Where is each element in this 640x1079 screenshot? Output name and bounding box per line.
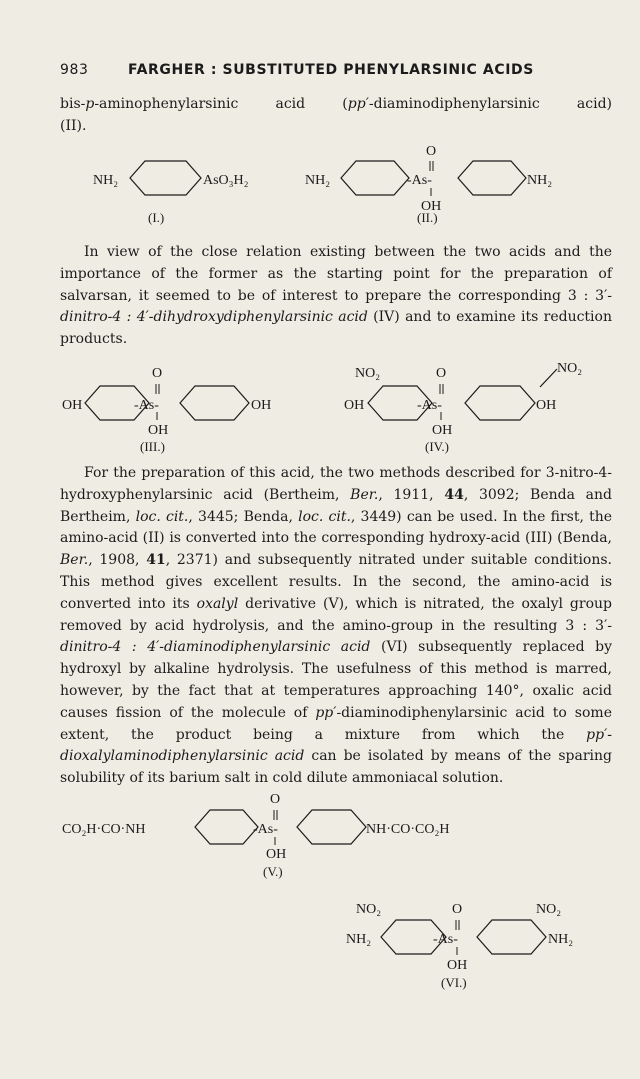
formula-iv-oh-right: OH (536, 398, 557, 413)
para2-text: , 3445; Benda, (188, 508, 299, 525)
formula-ii-label: (II.) (417, 210, 438, 225)
formula-iii-label: (III.) (140, 439, 165, 454)
formula-ii (305, 144, 552, 225)
benzene-ring (341, 161, 409, 195)
benzene-ring (477, 920, 546, 954)
formula-v-left-group: CO₂H·CO·NH (62, 822, 146, 837)
journal-ber: Ber. (60, 552, 89, 569)
intro-italic-p: p (85, 96, 95, 112)
formula-iv-label: (IV.) (425, 439, 449, 454)
para2-text: can be isolated by means of the sparing solubility of its barium salt in cold dilute ammoniacal solution. (60, 748, 612, 787)
formula-iv (344, 361, 582, 454)
benzene-ring (130, 161, 201, 195)
para2-text: , 1911, (378, 486, 445, 503)
italic-pp: pp′ (315, 704, 337, 721)
nitro-bond (540, 369, 557, 387)
formula-iv-no2-right: NO₂ (557, 361, 583, 376)
volume-number: 41 (146, 552, 166, 569)
formula-iv-no2-left: NO₂ (355, 366, 381, 381)
para2-text: , 3449) can be used. In the first, the amino-acid (II) is converted into the corresponding hydroxy-acid (III) (Benda, (60, 508, 613, 547)
formula-vi-nh2-left: NH₂ (346, 932, 372, 947)
formula-v-label: (V.) (263, 864, 283, 879)
loc-cit: loc. cit. (298, 508, 351, 525)
page-number: 983 (60, 62, 89, 78)
benzene-ring (465, 386, 535, 420)
formula-vi-no2-left: NO₂ (356, 902, 382, 917)
formula-ii-as: -As- (407, 173, 432, 188)
formula-i-nh2: NH₂ (93, 173, 119, 188)
para1-text-b: (IV) and to examine its reduction products. (60, 309, 612, 348)
running-title: FARGHER : SUBSTITUTED PHENYLARSINIC ACIDS (128, 62, 534, 78)
formula-ii-oxygen: O (426, 144, 437, 159)
para2-text: derivative (V), which is nitrated, the oxalyl group removed by acid hydrolysis, and the amino-group in the resulting 3 : 3′- (60, 595, 612, 634)
formula-i-label: (I.) (148, 210, 165, 225)
formula-iii-oh-right: OH (251, 398, 272, 413)
formula-iii (62, 366, 271, 454)
journal-ber: Ber. (350, 486, 379, 503)
formula-ii-nh2-right: NH₂ (527, 173, 553, 188)
intro-text-c: -diaminodiphenylarsinic acid) (368, 96, 613, 112)
formula-ii-oh: OH (421, 199, 442, 214)
formula-vi-oxygen: O (452, 902, 463, 917)
benzene-ring (195, 810, 258, 844)
formula-vi-oh: OH (447, 958, 468, 973)
formula-v (62, 792, 449, 879)
formula-iii-as: -As- (134, 398, 159, 413)
formula-vi-as: -As- (433, 932, 458, 947)
para2-text: , 2371) and subsequently nitrated under suitable conditions. This method gives excellent results. In the second, the amino-acid is converted into its (60, 552, 613, 612)
para2-text: (VI) subsequently replaced by hydroxyl by alkaline hydrolysis. The usefulness of this method is marred, however, by the fact that at temperatures approaching 140°, oxalic acid causes fission of the molecule of (60, 639, 613, 721)
italic-dioxalyl-compound: pp′-dioxalylaminodiphenylarsinic acid (60, 726, 612, 765)
formula-iii-oxygen: O (152, 366, 163, 381)
para2-text: -diaminodiphenylarsinic acid to some extent, the product being a mixture from which the (60, 704, 612, 743)
formula-i (93, 161, 249, 225)
formula-v-as: -As- (253, 822, 278, 837)
formula-i-aso3h2: AsO₃H₂ (203, 173, 249, 188)
para2-text: For the preparation of this acid, the two methods described for 3-nitro-4-hydroxyphenylarsinic acid (Bertheim, (60, 465, 612, 503)
formula-vi-nh2-right: NH₂ (548, 932, 574, 947)
loc-cit: loc. cit. (135, 508, 189, 525)
intro-line2: (II). (60, 117, 87, 134)
formula-vi-label: (VI.) (441, 975, 467, 990)
formula-v-oxygen: O (270, 792, 281, 807)
volume-number: 44 (444, 486, 464, 503)
benzene-ring (458, 161, 526, 195)
intro-text-a: bis- (60, 96, 86, 112)
italic-compound-vi: dinitro-4 : 4′-diaminodiphenylarsinic acid (60, 639, 371, 656)
italic-oxalyl: oxalyl (196, 595, 239, 612)
formula-vi-no2-right: NO₂ (536, 902, 562, 917)
benzene-ring (297, 810, 366, 844)
para2-text: , 1908, (88, 552, 147, 569)
paragraph-2 (60, 463, 612, 790)
para1-text-a: In view of the close relation existing between the two acids and the importance of the former as the starting point for the preparation of salvarsan, it seemed to be of interest to prepare the corresponding 3 : 3′- (60, 244, 612, 304)
benzene-ring (180, 386, 249, 420)
formula-iv-oh-left: OH (344, 398, 365, 413)
formula-iv-as: -As- (417, 398, 442, 413)
formula-vi (346, 902, 573, 990)
formula-v-oh: OH (266, 847, 287, 862)
formula-ii-nh2-left: NH₂ (305, 173, 331, 188)
formula-iii-oh-left: OH (62, 398, 83, 413)
formula-iv-oxygen: O (436, 366, 447, 381)
formula-iii-oh-bottom: OH (148, 423, 169, 438)
formula-v-right-group: NH·CO·CO₂H (366, 822, 450, 837)
formula-iv-oh-bottom: OH (432, 423, 453, 438)
para1-italic: dinitro-4 : 4′-dihydroxydiphenylarsinic acid (60, 309, 368, 326)
intro-italic-pp: pp′ (347, 96, 369, 112)
para2-text: , 3092; Benda and Bertheim, (60, 486, 612, 525)
intro-text-b: -aminophenylarsinic acid ( (94, 96, 348, 112)
paragraph-1 (60, 242, 612, 351)
